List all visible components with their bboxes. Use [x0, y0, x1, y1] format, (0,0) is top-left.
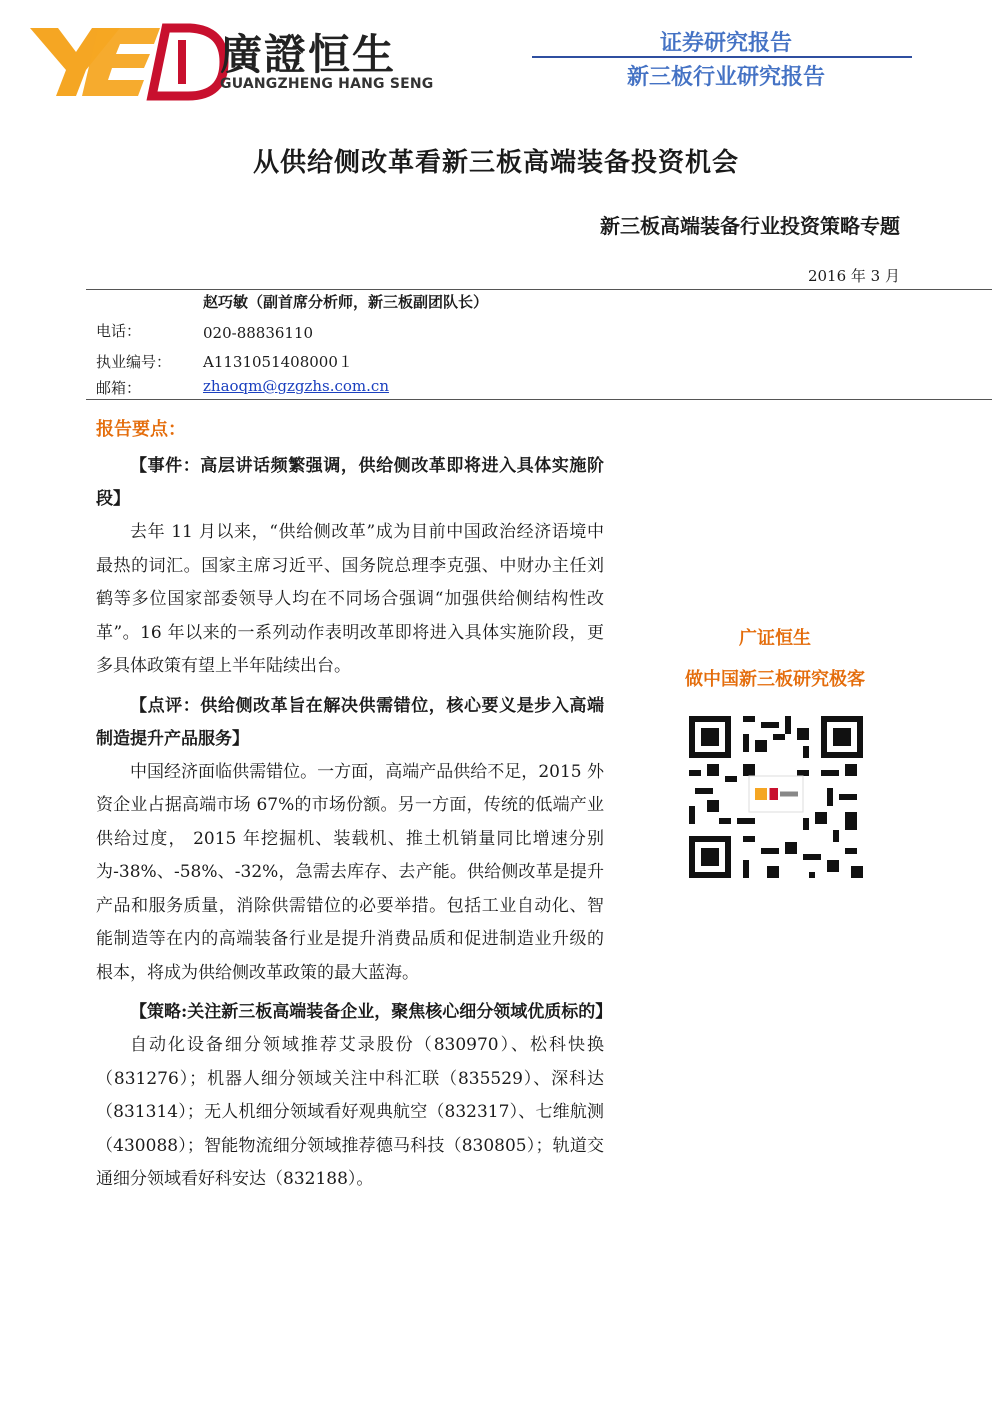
email-link[interactable]: zhaoqm@gzgzhs.com.cn: [203, 377, 389, 395]
analyst-name: 赵巧敏（副首席分析师，新三板副团队长）: [203, 293, 489, 311]
license-value: A1131051408000１: [203, 353, 353, 371]
phone-value: 020-88836110: [203, 324, 314, 342]
strategy-heading: 【策略:关注新三板高端装备企业，聚焦核心细分领域优质标的】: [130, 1002, 613, 1022]
section-title: 报告要点：: [96, 419, 186, 440]
comment-heading: 【点评：供给侧改革旨在解决供需错位，核心要义是步入高端制造提升产品服务】: [96, 695, 604, 749]
brand-name-cn: 廣證恒生: [220, 30, 397, 79]
report-date: 2016 年 3 月: [807, 267, 900, 285]
sidebar-brand: 广证恒生: [739, 628, 811, 649]
phone-label: 电话：: [96, 322, 142, 340]
top-rule: [86, 289, 992, 290]
report-subtitle: 新三板高端装备行业投资策略专题: [600, 214, 900, 238]
license-label: 执业编号：: [96, 353, 172, 371]
report-subcategory: 新三板行业研究报告: [626, 65, 825, 90]
event-heading: 【事件：高层讲话频繁强调，供给侧改革即将进入具体实施阶段】: [96, 456, 604, 509]
summary-content: [96, 450, 613, 1203]
report-category: 证券研究报告: [659, 31, 792, 56]
comment-paragraph: 中国经济面临供需错位。一方面，高端产品供给不足，2015 外资企业占据高端市场 67%的市场份额。另一方面，传统的低端产业供给过度， 2015 年挖掘机、装载机、推土机销量同比增速分别为-38%、-58%、-32%，急需去库存、去产能。供给侧改革是提升产品和服务质量，消除供需错位的必要举措。包括工业自动化、智能制造等在内的高端装备行业是提升消费品质和促进制造业升级的根本，将成为供给侧改革政策的最大蓝海。: [96, 761, 604, 983]
brand-name-en: GUANGZHENG HANG SENG: [220, 76, 434, 92]
strategy-paragraph: 自动化设备细分领域推荐艾录股份（830970）、松科快换（831276）；机器人细分领域关注中科汇联（835529）、深科达（831314）；无人机细分领域看好观典航空（832317）、七维航测（430088）；智能物流细分领域推荐德马科技（830805）；轨道交通细分领域看好科安达（832188）。: [96, 1035, 604, 1189]
report-title: 从供给侧改革看新三板高端装备投资机会: [252, 148, 739, 178]
qr-code-icon[interactable]: [688, 716, 864, 878]
header-divider: [532, 56, 912, 58]
sidebar-slogan: 做中国新三板研究极客: [685, 669, 865, 690]
email-label: 邮箱：: [96, 379, 142, 397]
bottom-rule: [86, 399, 992, 400]
event-paragraph: 去年 11 月以来，“供给侧改革”成为目前中国政治经济语境中最热的词汇。国家主席习近平、国务院总理李克强、中财办主任刘鹤等多位国家部委领导人均在不同场合强调“加强供给侧结构性改革”。16 年以来的一系列动作表明改革即将进入具体实施阶段，更多具体政策有望上半年陆续出台。: [96, 522, 604, 676]
